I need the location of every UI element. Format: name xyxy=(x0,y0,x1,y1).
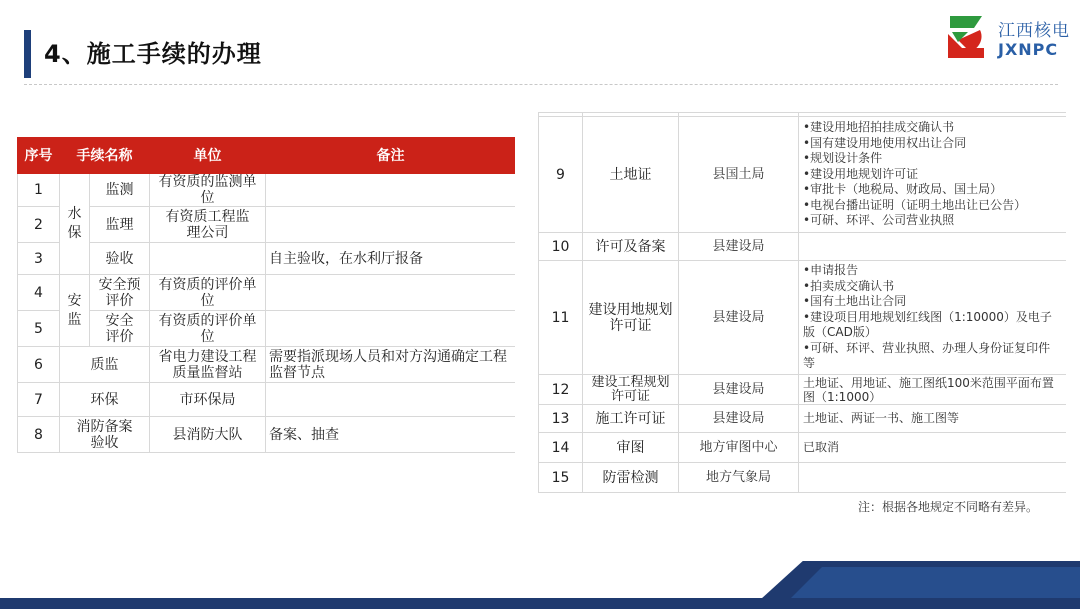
left-table-panel xyxy=(17,137,515,456)
note-line: •审批卡（地税局、财政局、国土局） xyxy=(803,182,1003,197)
row-name-text: 建设用地规划许可证 xyxy=(588,301,673,334)
row-note xyxy=(799,117,1067,233)
row-unit: 县国土局 xyxy=(679,117,799,233)
row-name: 监理 xyxy=(90,207,150,243)
row-note xyxy=(799,375,1067,405)
row-name xyxy=(90,275,150,311)
row-name: 验收 xyxy=(90,243,150,275)
row-unit: 地方气象局 xyxy=(679,463,799,493)
group-label-text: 安监 xyxy=(67,292,82,328)
table-row xyxy=(18,207,516,243)
row-unit: 县建设局 xyxy=(679,375,799,405)
row-name-text: 消防备案验收 xyxy=(76,418,133,451)
row-name: 监测 xyxy=(90,174,150,207)
row-no: 10 xyxy=(539,233,583,261)
note-line: •建设用地招拍挂成交确认书 xyxy=(803,120,955,135)
note-line: 已取消 xyxy=(803,439,840,454)
table-row xyxy=(539,261,1067,375)
row-unit-text: 有资质工程监理公司 xyxy=(165,208,250,241)
row-no: 4 xyxy=(18,275,60,311)
col-header-unit: 单位 xyxy=(150,138,266,174)
row-unit: 县消防大队 xyxy=(150,417,266,453)
procedures-table-left xyxy=(17,137,515,453)
row-note xyxy=(799,405,1067,433)
row-no: 14 xyxy=(539,433,583,463)
note-line: •建设项目用地规划红线图（1:10000）及电子版（CAD版） xyxy=(803,309,1052,340)
row-no: 13 xyxy=(539,405,583,433)
note-line: •可研、环评、营业执照、办理人身份证复印件等 xyxy=(803,340,1051,371)
note-line: •规划设计条件 xyxy=(803,151,883,166)
row-name xyxy=(90,311,150,347)
table-row xyxy=(18,174,516,207)
logo-chinese-name: 江西核电 xyxy=(998,21,1070,41)
row-note xyxy=(266,207,516,243)
row-note xyxy=(799,261,1067,375)
table-row xyxy=(18,383,516,417)
row-unit xyxy=(150,207,266,243)
note-line: •申请报告 xyxy=(803,263,859,278)
row-name: 环保 xyxy=(60,383,150,417)
jxnpc-logo-icon xyxy=(944,10,988,62)
row-note xyxy=(266,275,516,311)
row-no: 6 xyxy=(18,347,60,383)
table-row xyxy=(18,275,516,311)
row-name: 质监 xyxy=(60,347,150,383)
row-note: 需要指派现场人员和对方沟通确定工程监督节点 xyxy=(266,347,516,383)
note-line: 土地证、用地证、施工图纸100米范围平面布置图（1:1000） xyxy=(803,375,1054,404)
row-no: 2 xyxy=(18,207,60,243)
row-note xyxy=(799,433,1067,463)
table-row xyxy=(18,311,516,347)
row-name: 许可及备案 xyxy=(583,233,679,261)
col-header-name: 手续名称 xyxy=(60,138,150,174)
row-name xyxy=(60,417,150,453)
table-row xyxy=(18,417,516,453)
row-note xyxy=(799,233,1067,261)
row-unit xyxy=(150,347,266,383)
row-no: 3 xyxy=(18,243,60,275)
table-row xyxy=(539,233,1067,261)
note-line: •建设用地规划许可证 xyxy=(803,166,919,181)
table-row xyxy=(539,405,1067,433)
row-unit: 县建设局 xyxy=(679,405,799,433)
company-logo xyxy=(944,10,1080,64)
note-line: 土地证、两证一书、施工图等 xyxy=(803,410,960,425)
row-note xyxy=(266,311,516,347)
row-name: 土地证 xyxy=(583,117,679,233)
row-unit: 县建设局 xyxy=(679,233,799,261)
group-label-shuibao xyxy=(60,174,90,275)
row-unit: 市环保局 xyxy=(150,383,266,417)
group-label-text: 水保 xyxy=(67,206,82,241)
table-row xyxy=(539,463,1067,493)
note-line: •国有土地出让合同 xyxy=(803,294,907,309)
logo-english-name: JXNPC xyxy=(998,40,1059,59)
row-no: 15 xyxy=(539,463,583,493)
table-row xyxy=(18,347,516,383)
note-line: •电视台播出证明（证明土地出让已公告） xyxy=(803,197,1027,212)
table-row xyxy=(539,433,1067,463)
table-row xyxy=(18,243,516,275)
procedures-table-right xyxy=(538,112,1066,493)
row-name-text: 建设工程规划许可证 xyxy=(591,374,670,404)
row-note xyxy=(799,463,1067,493)
row-no: 5 xyxy=(18,311,60,347)
row-no: 12 xyxy=(539,375,583,405)
table-row xyxy=(539,117,1067,233)
row-unit: 有资质的评价单位 xyxy=(150,311,266,347)
row-unit: 县建设局 xyxy=(679,261,799,375)
row-unit: 有资质的评价单位 xyxy=(150,275,266,311)
table-row xyxy=(539,375,1067,405)
row-name xyxy=(583,261,679,375)
row-name: 施工许可证 xyxy=(583,405,679,433)
row-no: 1 xyxy=(18,174,60,207)
slide-title: 4、施工手续的办理 xyxy=(44,40,262,68)
row-unit-text: 省电力建设工程质量监督站 xyxy=(158,348,257,381)
group-label-anjian xyxy=(60,275,90,347)
row-note xyxy=(266,174,516,207)
row-no: 8 xyxy=(18,417,60,453)
right-table-panel xyxy=(538,112,1066,493)
row-no: 7 xyxy=(18,383,60,417)
note-line: •可研、环评、公司营业执照 xyxy=(803,213,955,228)
title-accent-bar xyxy=(24,30,31,78)
table-header-row xyxy=(18,138,516,174)
row-unit xyxy=(150,243,266,275)
footnote: 注：根据各地规定不同略有差异。 xyxy=(858,500,1039,514)
row-no: 9 xyxy=(539,117,583,233)
row-note: 备案、抽查 xyxy=(266,417,516,453)
row-no: 11 xyxy=(539,261,583,375)
row-name: 审图 xyxy=(583,433,679,463)
row-name-text: 安全预评价 xyxy=(98,276,141,309)
row-name xyxy=(583,375,679,405)
col-header-no: 序号 xyxy=(18,138,60,174)
row-note: 自主验收，在水利厅报备 xyxy=(266,243,516,275)
title-divider xyxy=(24,84,1058,85)
row-name-text: 安全评价 xyxy=(105,312,134,345)
col-header-note: 备注 xyxy=(266,138,516,174)
footer-bar xyxy=(0,598,1080,609)
row-unit: 有资质的监测单位 xyxy=(150,174,266,207)
row-name: 防雷检测 xyxy=(583,463,679,493)
row-note xyxy=(266,383,516,417)
note-line: •拍卖成交确认书 xyxy=(803,278,895,293)
note-line: •国有建设用地使用权出让合同 xyxy=(803,135,967,150)
row-unit: 地方审图中心 xyxy=(679,433,799,463)
